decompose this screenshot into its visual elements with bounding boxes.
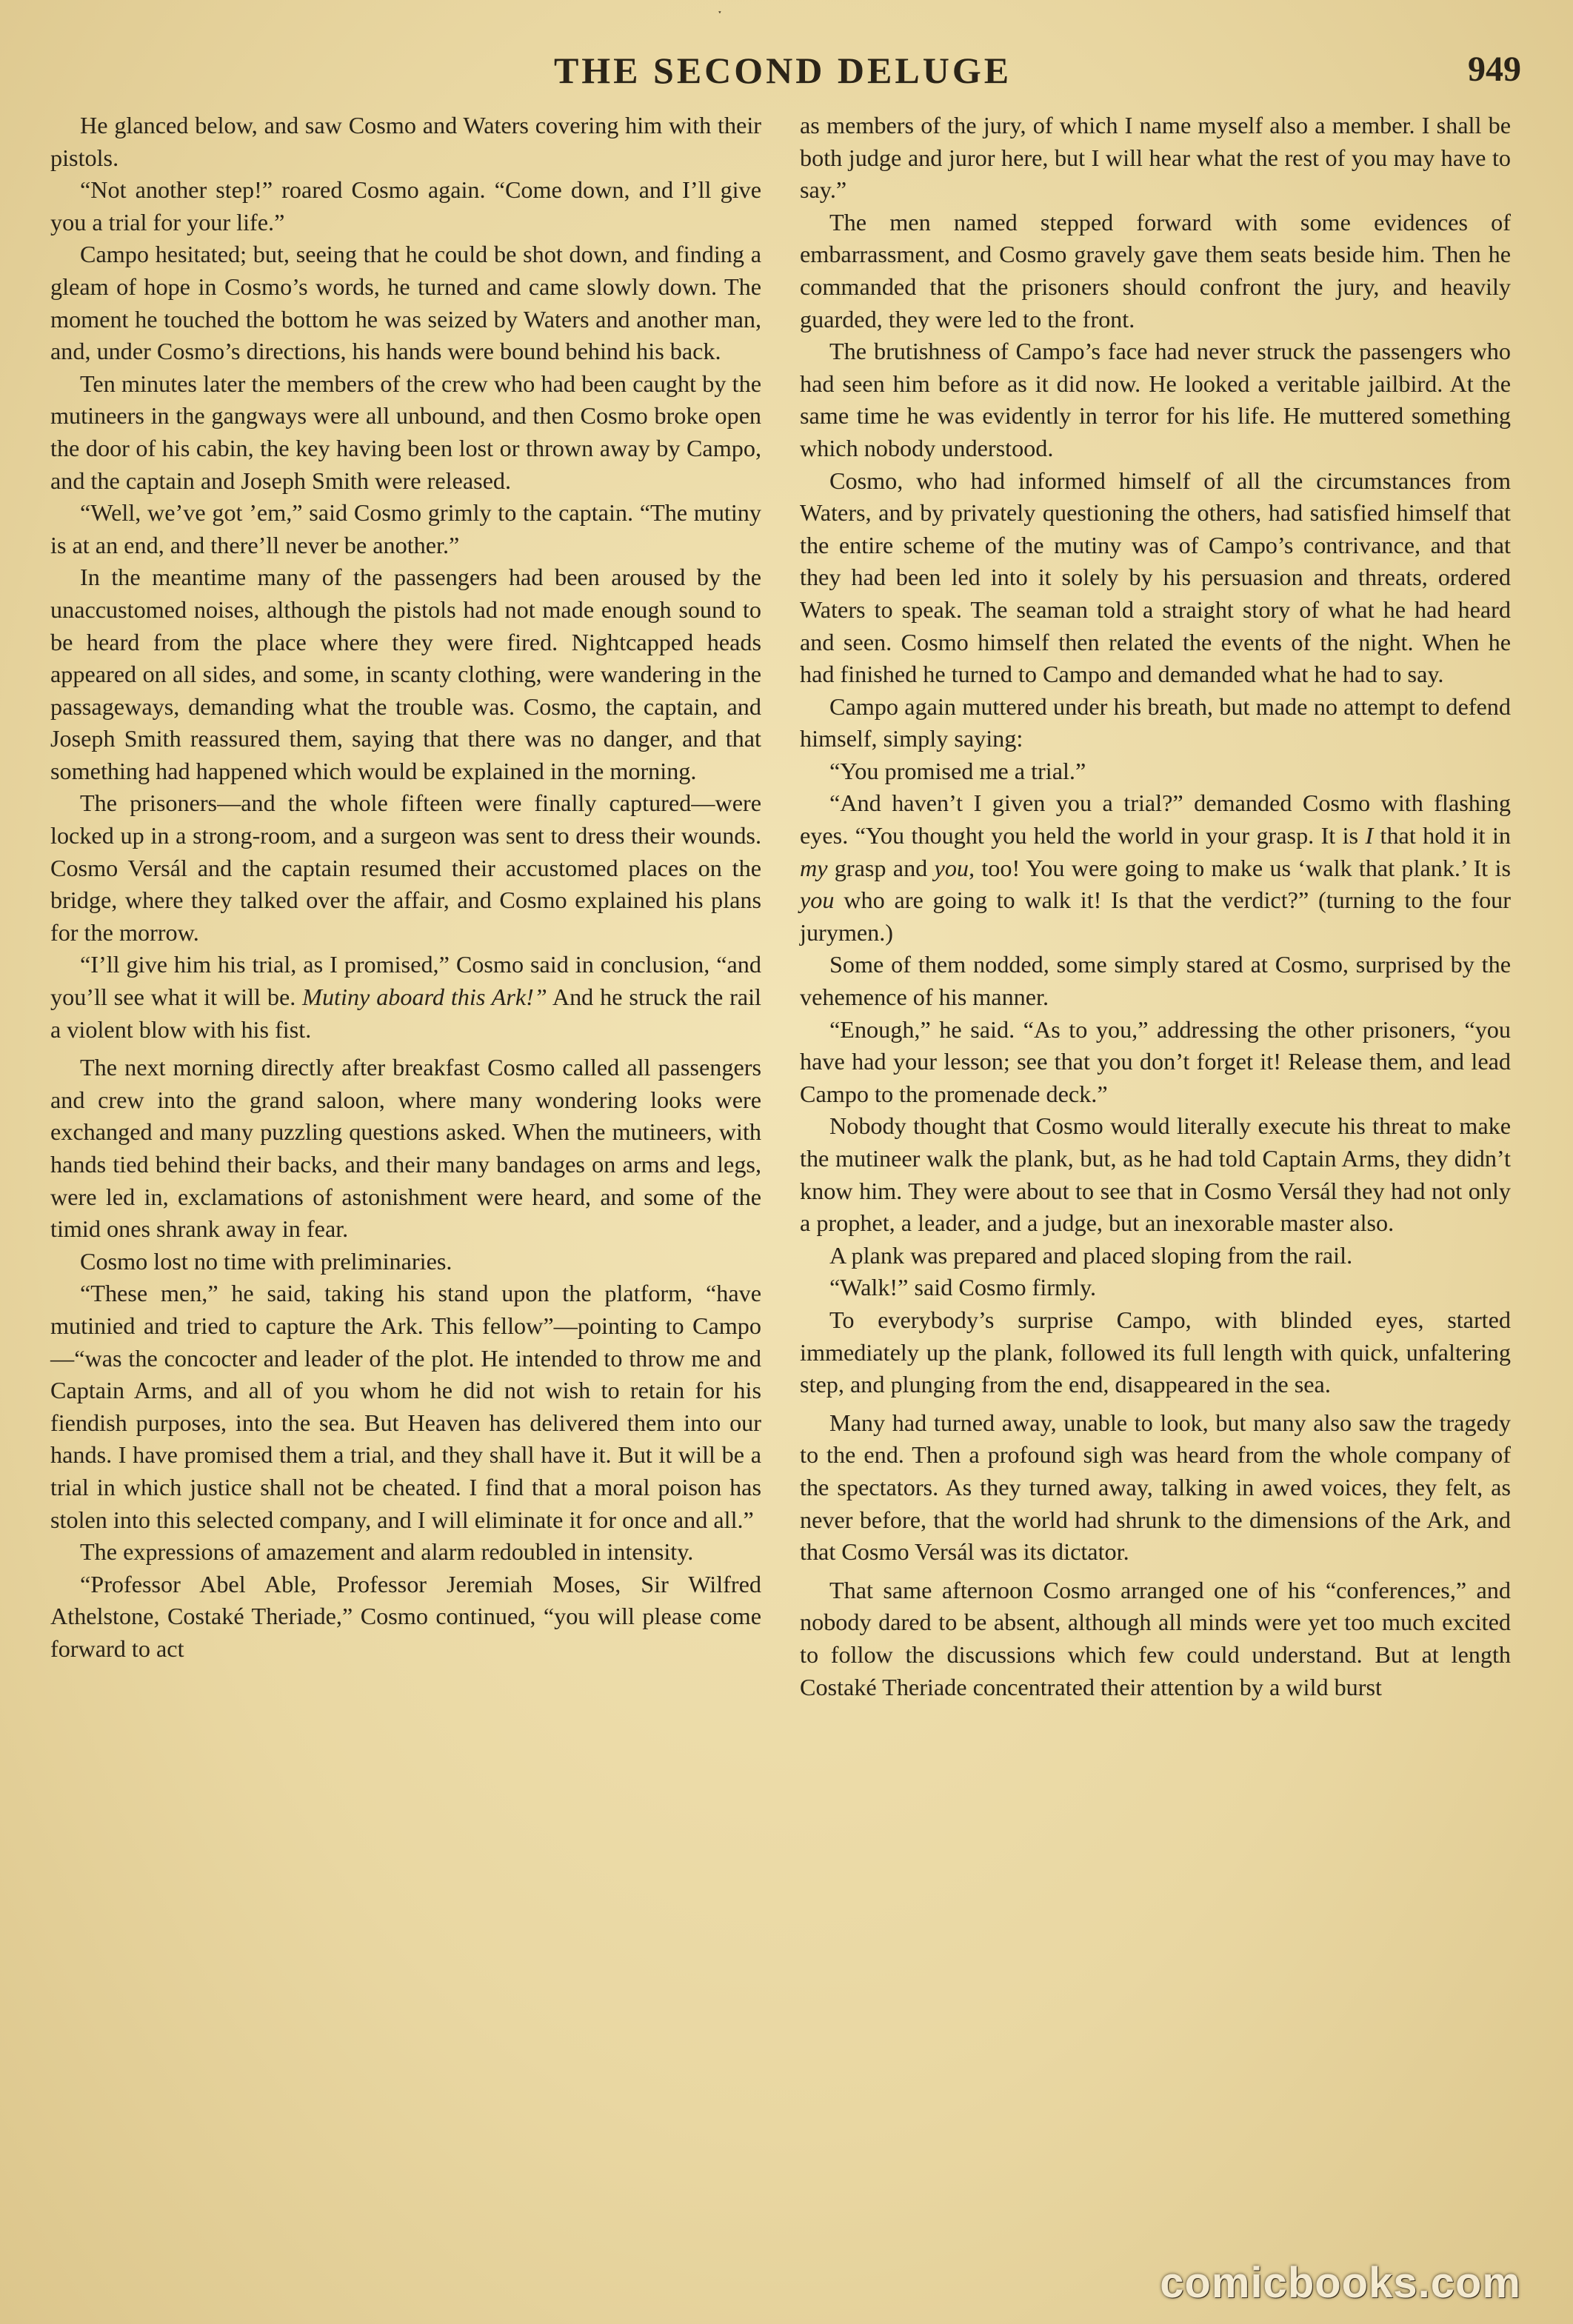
- left-column: [50, 110, 761, 1666]
- page-number: 949: [1468, 50, 1521, 89]
- paragraph: [800, 787, 1511, 949]
- paragraph: Nobody thought that Cosmo would literally execute his threat to make the mutineer walk the plank, but, as he had told Captain Arms, they didn’t know him. They were about to see that in Cosmo Versál they had not only a prophet, a leader, and a judge, but an inexorable master also.: [800, 1112, 1511, 1237]
- paragraph: “These men,” he said, taking his stand upon the platform, “have mutinied and tried to capture the Ark. This fellow”—pointing to Campo—“was the concocter and leader of the plot. He intended to throw me and Captain Arms, and all of you whom he did not wish to retain for his fiendish purposes, into the sea. But Heaven has delivered them into our hands. I have promised them a trial, and they shall have it. But it will be a trial in which justice shall not be cheated. I find that a moral poison has stolen into this selected company, and I will eliminate it for once and all.”: [50, 1280, 761, 1533]
- right-column: [800, 110, 1511, 1703]
- italic-text: Mutiny aboard this Ark!”: [302, 984, 547, 1011]
- paragraph: Ten minutes later the members of the crew who had been caught by the mutineers in the gangways were all unbound, and then Cosmo broke open the door of his cabin, the key having been lost or thrown away by Campo, and the captain and Joseph Smith were released.: [50, 370, 761, 494]
- paragraph: The men named stepped forward with some evidences of embarrassment, and Cosmo gravely gave them seats beside him. Then he commanded that the prisoners should confront the jury, and heavily guarded, they were led to the front.: [800, 208, 1511, 333]
- paragraph-text: who are going to walk it! Is that the verdict?” (turning to the four jurymen.): [800, 886, 1511, 946]
- paragraph: That same afternoon Cosmo arranged one of his “conferences,” and nobody dared to be absent, although all minds were yet too much excited to follow the discussions which few could understand. But at length Costaké Theriade concentrated their attention by a wild burst: [800, 1576, 1511, 1700]
- paragraph: “Well, we’ve got ’em,” said Cosmo grimly to the captain. “The mutiny is at an end, and there’ll never be another.”: [50, 499, 761, 558]
- paragraph-text: And he struck the rail a violent blow with his fist.: [50, 984, 761, 1043]
- paragraph: The next morning directly after breakfast Cosmo called all passengers and crew into the grand saloon, where many wondering looks were exchanged and many puzzling questions asked. When the mutineers, with hands tied behind their backs, and their many bandages on arms and legs, were led in, exclamations of astonishment were heard, and some of the timid ones shrank away in fear.: [50, 1054, 761, 1243]
- paragraph-text: “And haven’t I given you a trial?” demanded Cosmo with flashing eyes. “You thought you held the world in your grasp. It is: [800, 789, 1511, 849]
- italic-text: you,: [934, 854, 975, 881]
- paragraph: The prisoners—and the whole fifteen were finally captured—were locked up in a strong-room, and a surgeon was sent to dress their wounds. Cosmo Versál and the captain resumed their accustomed places on the bridge, where they talked over the affair, and Cosmo explained his plans for the morrow.: [50, 789, 761, 946]
- italic-text: I: [1365, 822, 1374, 849]
- paragraph: “Enough,” he said. “As to you,” addressing the other prisoners, “you have had your lesson; see that you don’t forget it! Release them, and lead Campo to the promenade deck.”: [800, 1015, 1511, 1107]
- italic-text: my: [800, 854, 828, 881]
- paragraph: Campo hesitated; but, seeing that he could be shot down, and finding a gleam of hope in Cosmo’s words, he turned and came slowly down. The moment he touched the bottom he was seized by Waters and another man, and, under Cosmo’s directions, his hands were bound behind his back.: [50, 241, 761, 365]
- paragraph: [50, 949, 761, 1046]
- paragraph: “You promised me a trial.”: [829, 757, 1086, 784]
- paragraph: The brutishness of Campo’s face had never struck the passengers who had seen him before as it did now. He looked a veritable jailbird. At the same time he was evidently in terror for his life. He muttered something which nobody understood.: [800, 338, 1511, 461]
- paragraph: Cosmo lost no time with preliminaries.: [80, 1247, 452, 1275]
- paragraph: as members of the jury, of which I name myself also a member. I shall be both judge and juror here, but I will hear what the rest of you may have to say.”: [800, 112, 1511, 204]
- paragraph: In the meantime many of the passengers had been aroused by the unaccustomed noises, although the pistols had not made enough sound to be heard from the place where they were fired. Nightcapped heads appeared on all sides, and some, in scanty clothing, were wandering in the passageways, demanding what the trouble was. Cosmo, the captain, and Joseph Smith reassured them, saying that there was no danger, and that something had happened which would be explained in the morning.: [50, 564, 761, 784]
- paragraph-text: grasp and: [827, 854, 935, 881]
- paragraph: Many had turned away, unable to look, but many also saw the tragedy to the end. Then a profound sigh was heard from the whole company of the spectators. As they turned away, talking in awed voices, they felt, as never before, that the world had shrunk to the dimensions of the Ark, and that Cosmo Versál was its dictator.: [800, 1409, 1511, 1566]
- running-title: THE SECOND DELUGE: [553, 50, 1012, 91]
- paragraph-text: “I’ll give him his trial, as I promised,” Cosmo said in conclusion, “and you’ll see what it will be.: [50, 951, 761, 1011]
- watermark-logo: comicbooks.com: [1160, 2259, 1521, 2307]
- paragraph: Cosmo, who had informed himself of all the circumstances from Waters, and by privately questioning the others, had satisfied himself that the entire scheme of the mutiny was of Campo’s contrivance, and that they had been led into it solely by his persuasion and threats, ordered Waters to speak. The seaman told a straight story of what he had heard and seen. Cosmo himself then related the events of the night. When he had finished he turned to Campo and demanded what he had to say.: [800, 467, 1511, 688]
- paragraph: “Professor Abel Able, Professor Jeremiah Moses, Sir Wilfred Athelstone, Costaké Theriade,” Cosmo continued, “you will please come forward to act: [50, 1570, 761, 1662]
- page-mark: ˑ: [717, 3, 723, 26]
- paragraph: “Walk!” said Cosmo firmly.: [829, 1274, 1097, 1301]
- page-header: [44, 49, 1521, 101]
- paragraph: “Not another step!” roared Cosmo again. “Come down, and I’ll give you a trial for your life.”: [50, 176, 761, 236]
- paragraph: To everybody’s surprise Campo, with blinded eyes, started immediately up the plank, followed its full length with quick, unfaltering step, and plunging from the end, disappeared in the sea.: [800, 1306, 1511, 1398]
- paragraph-text: that hold it in: [1373, 822, 1511, 849]
- paragraph: The expressions of amazement and alarm redoubled in intensity.: [80, 1538, 694, 1566]
- italic-text: you: [800, 886, 835, 914]
- paragraph: Some of them nodded, some simply stared at Cosmo, surprised by the vehemence of his manner.: [800, 951, 1511, 1011]
- paragraph: A plank was prepared and placed sloping from the rail.: [829, 1241, 1353, 1269]
- paragraph: He glanced below, and saw Cosmo and Waters covering him with their pistols.: [50, 112, 761, 171]
- paragraph-text: too! You were going to make us ‘walk that plank.’ It is: [975, 854, 1511, 881]
- paragraph: Campo again muttered under his breath, but made no attempt to defend himself, simply saying:: [800, 692, 1511, 752]
